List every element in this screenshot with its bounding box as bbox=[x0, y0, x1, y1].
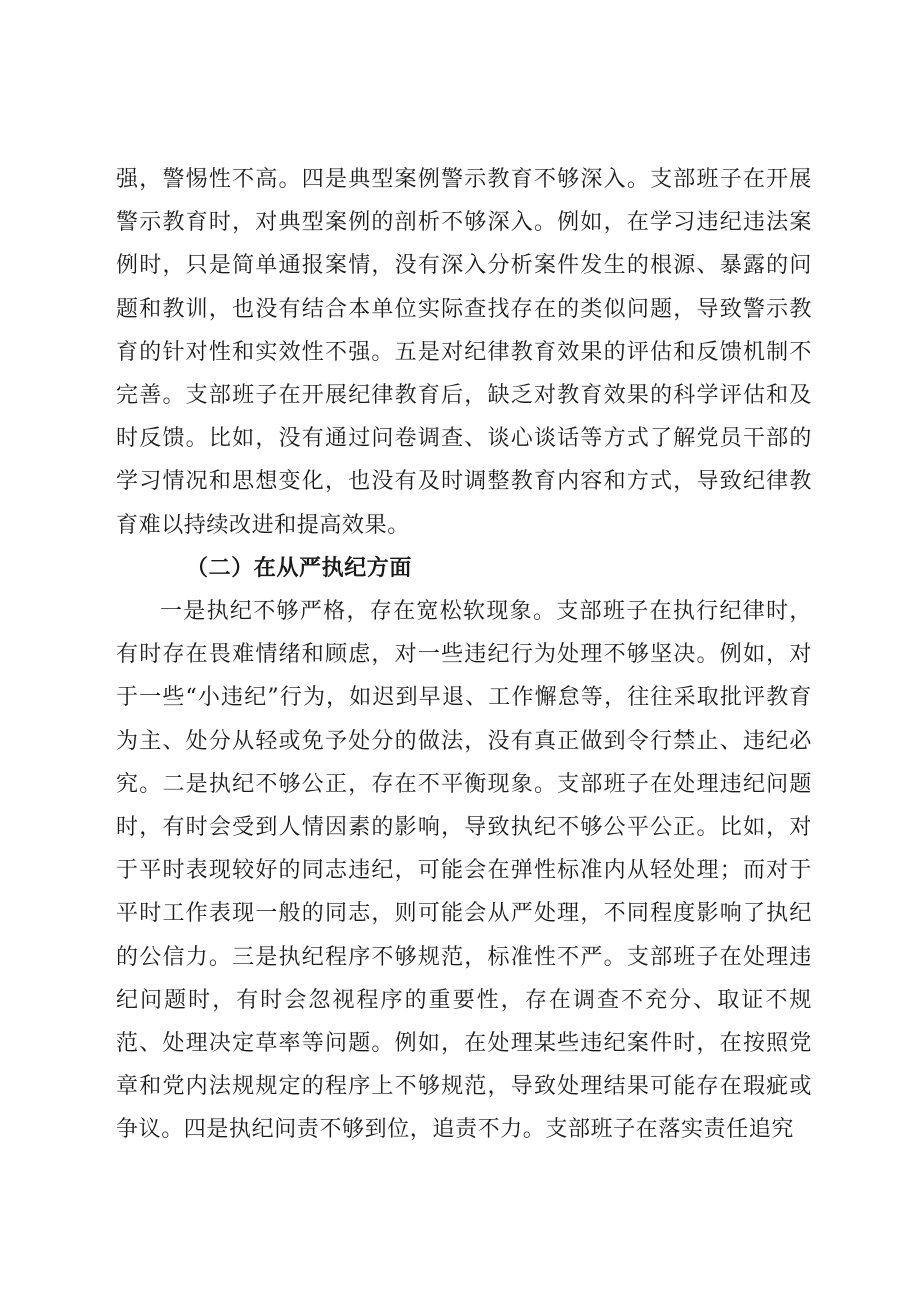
paragraph-section-2: 一是执纪不够严格，存在宽松软现象。支部班子在执行纪律时，有时存在畏难情绪和顾虑，对一些违纪行为处理不够坚决。例如，对于一些“小违纪”行为，如迟到早退、工作懈怠等，往往采取批评教育为主、处分从轻或免予处分的做法，没有真正做到令行禁止、违纪必究。二是执纪不够公正，存在不平衡现象。支部班子在处理违纪问题时，有时会受到人情因素的影响，导致执纪不够公平公正。比如，对于平时表现较好的同志违纪，可能会在弹性标准内从轻处理；而对于平时工作表现一般的同志，则可能会从严处理，不同程度影响了执纪的公信力。三是执纪程序不够规范，标准性不严。支部班子在处理违纪问题时，有时会忽视程序的重要性，存在调查不充分、取证不规范、处理决定草率等问题。例如，在处理某些违纪案件时，在按照党章和党内法规规定的程序上不够规范，导致处理结果可能存在瑕疵或争议。四是执纪问责不够到位，追责不力。支部班子在落实责任追究 bbox=[116, 599, 812, 1143]
section-heading: （二）在从严执纪方面 bbox=[186, 555, 413, 581]
document-body bbox=[116, 158, 812, 1152]
paragraph-continued: 强，警惕性不高。四是典型案例警示教育不够深入。支部班子在开展警示教育时，对典型案例的剖析不够深入。例如，在学习违纪违法案例时，只是简单通报案情，没有深入分析案件发生的根源、暴露的问题和教训，也没有结合本单位实际查找存在的类似问题，导致警示教育的针对性和实效性不强。五是对纪律教育效果的评估和反馈机制不完善。支部班子在开展纪律教育后，缺乏对教育效果的科学评估和及时反馈。比如，没有通过问卷调查、谈心谈话等方式了解党员干部的学习情况和思想变化，也没有及时调整教育内容和方式，导致纪律教育难以持续改进和提高效果。 bbox=[116, 167, 812, 538]
